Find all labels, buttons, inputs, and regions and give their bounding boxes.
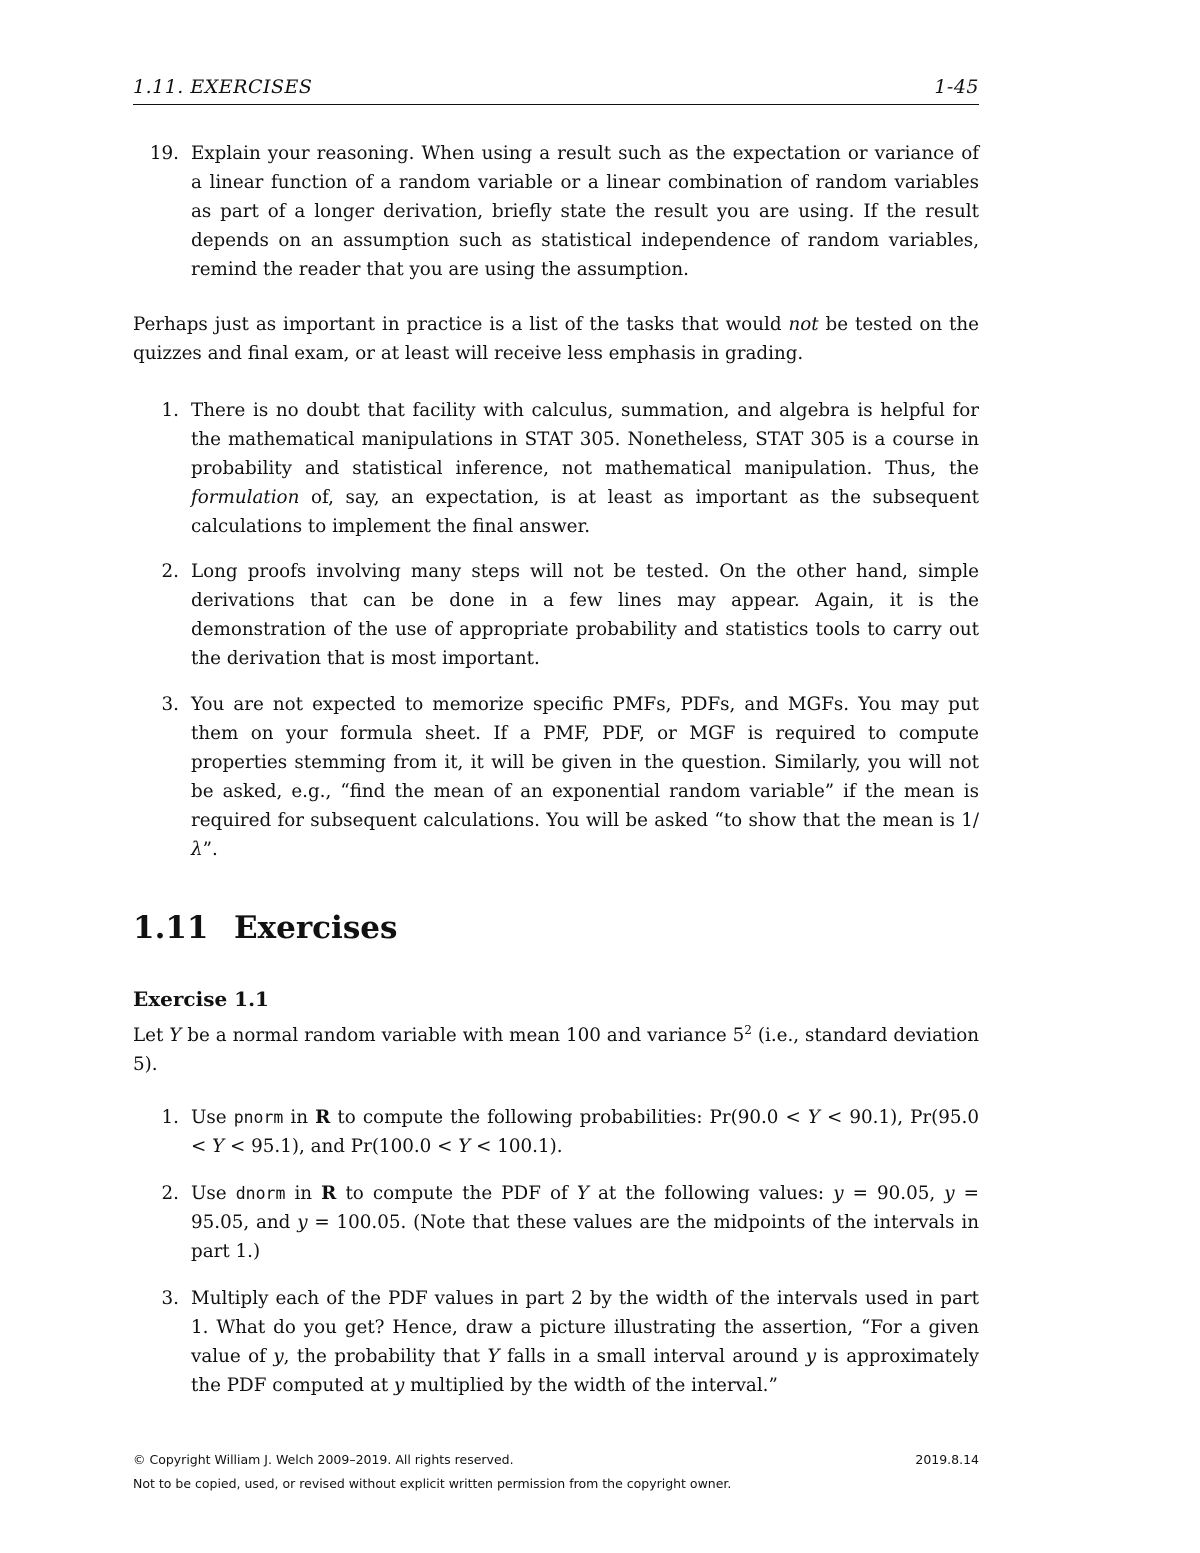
- footer-date: 2019.8.14: [915, 1452, 979, 1467]
- list-item-text: Explain your reasoning. When using a result such as the expectation or variance of a linear function of a random variable or a linear combination of random variables as part of a longer derivation, briefly state the result you are using. If the result depends on an assumption such as statistical independence of random variables, remind the reader that you are using the assumption.: [191, 143, 979, 280]
- exercise-part-number: 3.: [161, 1288, 179, 1309]
- section-number: 1.11: [133, 910, 209, 946]
- exercise-part-text: Use dnorm in R to compute the PDF of Y at the following values: y = 90.05, y = 95.05, and y = 100.05. (Note that these values are the midpoints of the intervals in part 1.): [191, 1183, 979, 1262]
- exercise-variable: Y: [169, 1025, 182, 1047]
- list-item-text: [191, 690, 979, 864]
- exercise-part-number: 1.: [161, 1107, 179, 1128]
- intro-text-b: be tested on the quizzes and final exam, or at least will receive less emphasis in grading.: [133, 314, 979, 364]
- list-item-emphasis: formulation: [191, 487, 300, 508]
- exercise-part-text: Use pnorm in R to compute the following probabilities: Pr(90.0 < Y < 90.1), Pr(95.0 < Y < 95.1), and Pr(100.0 < Y < 100.1).: [191, 1107, 980, 1157]
- intro-paragraph: [133, 310, 979, 368]
- exercise-intro-b: be a normal random variable with mean 100 and variance 5: [181, 1025, 745, 1047]
- list-item-emphasis: λ: [191, 839, 203, 860]
- section-heading: [133, 908, 397, 948]
- footer-line-1: [133, 1452, 979, 1467]
- header-page-number: 1-45: [934, 76, 979, 98]
- intro-text-a: Perhaps just as important in practice is a list of the tasks that would: [133, 314, 789, 335]
- list-item-number: 1.: [161, 400, 179, 421]
- list-item-number: 3.: [161, 694, 179, 715]
- list-item-text-b: of, say, an expectation, is at least as important as the subsequent calculations to implement the final answer.: [191, 487, 979, 537]
- list-item-text: Long proofs involving many steps will not be tested. On the other hand, simple derivations that can be done in a few lines may appear. Again, it is the demonstration of the use of appropriate probability and statistics tools to carry out the derivation that is most important.: [191, 561, 979, 669]
- document-page: [133, 0, 979, 1553]
- running-header: [133, 74, 979, 105]
- exercise-intro: [133, 1016, 979, 1079]
- list-item-number: 19.: [149, 143, 179, 164]
- section-title: Exercises: [234, 910, 398, 946]
- footer-notice: Not to be copied, used, or revised without explicit written permission from the copyright owner.: [133, 1476, 732, 1491]
- footer-copyright: © Copyright William J. Welch 2009–2019. All rights reserved.: [133, 1452, 514, 1467]
- header-section-title: 1.11. EXERCISES: [133, 76, 313, 98]
- intro-emphasis: not: [788, 314, 819, 335]
- exercise-superscript: 2: [744, 1023, 752, 1037]
- exercise-part-number: 2.: [161, 1183, 179, 1204]
- list-item-text: [191, 396, 979, 541]
- list-item-text-b: ”.: [202, 839, 218, 860]
- list-item-text-a: There is no doubt that facility with calculus, summation, and algebra is helpful for the mathematical manipulations in STAT 305. Nonetheless, STAT 305 is a course in probability and statistical inference, not mathematical manipulation. Thus, the: [191, 400, 979, 479]
- exercise-intro-a: Let: [133, 1025, 170, 1047]
- exercise-intro-c: (i.e., standard deviation 5).: [133, 1025, 979, 1076]
- list-item-number: 2.: [161, 561, 179, 582]
- exercise-part-text: Multiply each of the PDF values in part 2 by the width of the intervals used in part 1. What do you get? Hence, draw a picture illustrating the assertion, “For a given value of y, the probability that Y falls in a small interval around y is approximately the PDF computed at y multiplied by the width of the interval.”: [191, 1288, 979, 1396]
- exercise-heading: Exercise 1.1: [133, 987, 269, 1011]
- list-item-text-a: You are not expected to memorize specific PMFs, PDFs, and MGFs. You may put them on your formula sheet. If a PMF, PDF, or MGF is required to compute properties stemming from it, it will be given in the question. Similarly, you will not be asked, e.g., “find the mean of an exponential random variable” if the mean is required for subsequent calculations. You will be asked “to show that the mean is 1/: [191, 694, 979, 831]
